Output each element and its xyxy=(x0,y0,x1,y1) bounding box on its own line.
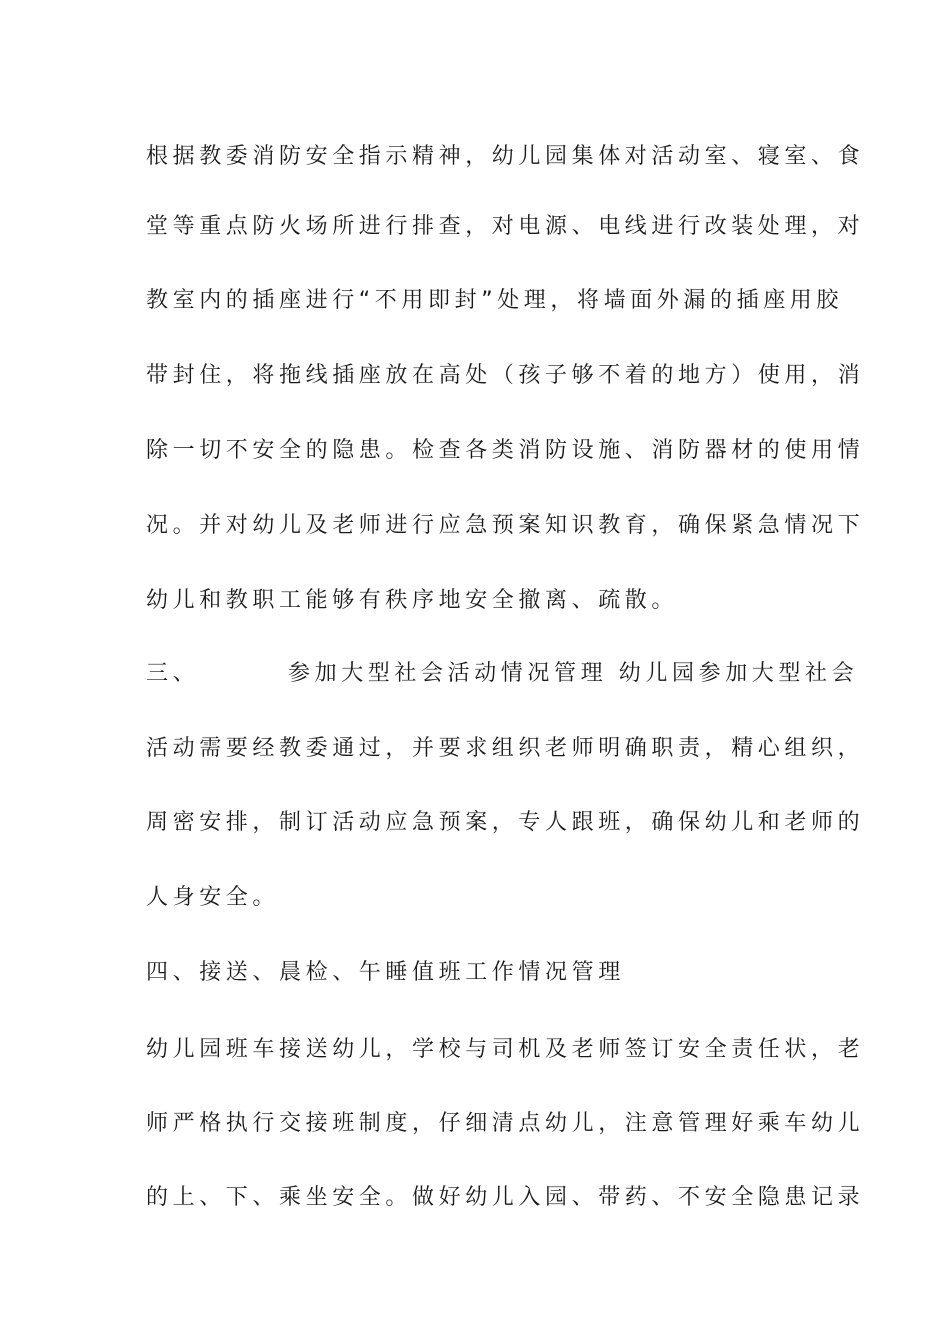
section-heading-4: 四、接送、晨检、午睡值班工作情况管理 xyxy=(146,960,625,985)
paragraph-line: 的上、下、乘坐安全。做好幼儿入园、带药、不安全隐患记录 xyxy=(146,1185,865,1210)
paragraph-line: 况。并对幼儿及老师进行应急预案知识教育，确保紧急情况下 xyxy=(146,513,865,538)
paragraph-line: 带封住，将拖线插座放在高处（孩子够不着的地方）使用，消 xyxy=(146,363,865,388)
paragraph-line: 人身安全。 xyxy=(146,885,280,910)
paragraph-line: 师严格执行交接班制度，仔细清点幼儿，注意管理好乘车幼儿 xyxy=(146,1111,865,1136)
section-number: 三、 xyxy=(146,661,200,686)
paragraph-line: 周密安排，制订活动应急预案，专人跟班，确保幼儿和老师的 xyxy=(146,810,865,835)
paragraph-line: 教室内的插座进行“不用即封”处理，将墙面外漏的插座用胶 xyxy=(146,288,843,313)
paragraph-line: 幼儿和教职工能够有秩序地安全撤离、疏散。 xyxy=(146,588,679,613)
paragraph-line: 活动需要经教委通过，并要求组织老师明确职责，精心组织， xyxy=(146,736,865,761)
paragraph-line: 幼儿园班车接送幼儿，学校与司机及老师签订安全责任状，老 xyxy=(146,1037,865,1062)
section-heading-text: 参加大型社会活动情况管理 幼儿园参加大型社会 xyxy=(288,661,859,686)
section-heading-3 xyxy=(146,654,859,694)
paragraph-line: 堂等重点防火场所进行排查，对电源、电线进行改装处理，对 xyxy=(146,214,865,239)
paragraph-line: 除一切不安全的隐患。检查各类消防设施、消防器材的使用情 xyxy=(146,438,865,463)
paragraph-line: 根据教委消防安全指示精神，幼儿园集体对活动室、寝室、食 xyxy=(146,144,865,169)
